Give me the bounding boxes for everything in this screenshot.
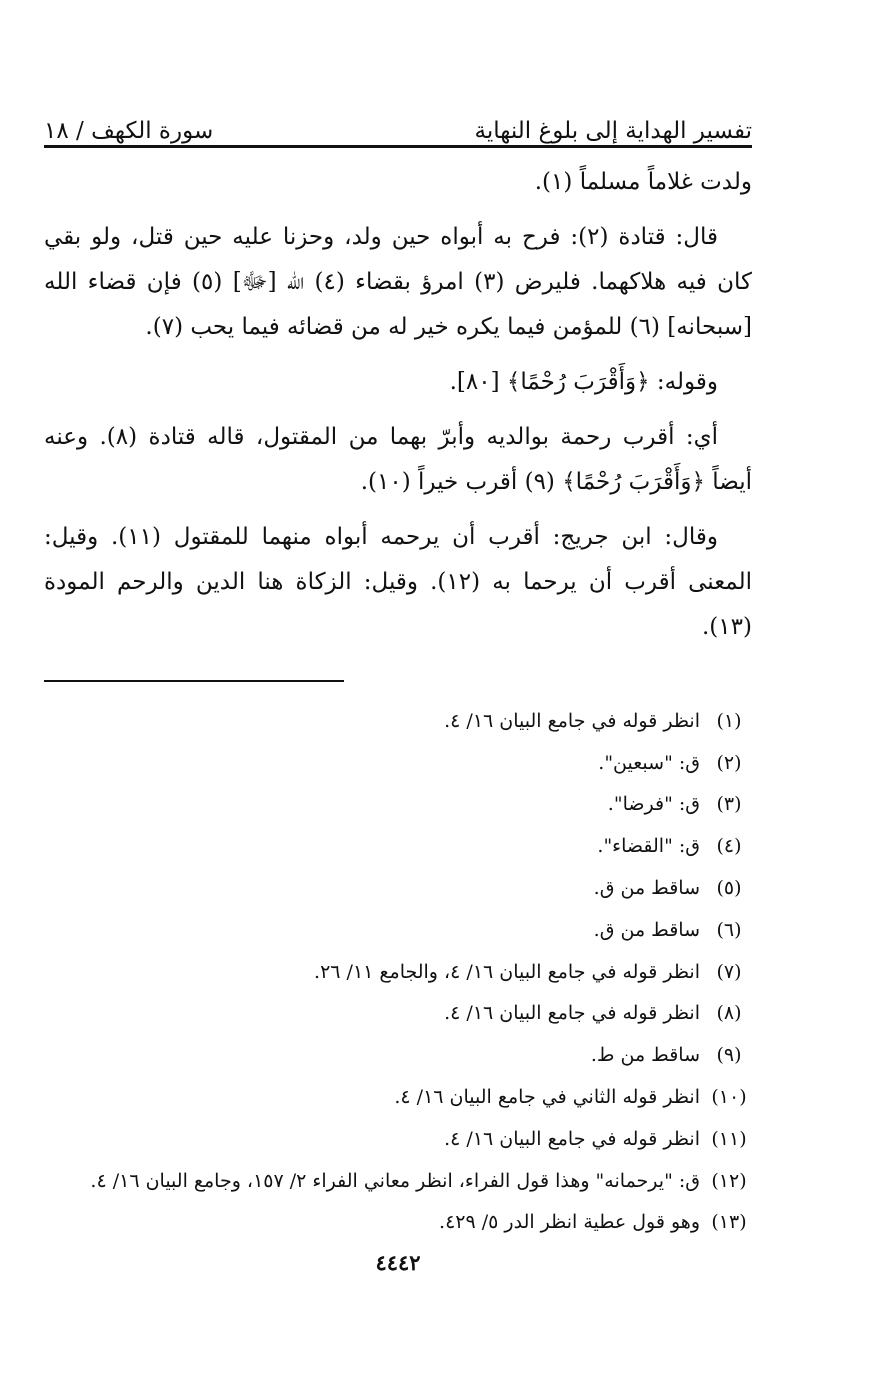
surah-reference: سورة الكهف / ١٨ bbox=[44, 118, 214, 144]
footnote bbox=[44, 784, 752, 826]
footnote bbox=[44, 993, 752, 1035]
footnote-text: انظر قوله في جامع البيان ١٦/ ٤. bbox=[444, 709, 700, 732]
footnote bbox=[44, 1118, 752, 1160]
footnote-text: ساقط من ق. bbox=[593, 877, 700, 900]
paragraph: وقوله: ﴿وَأَقْرَبَ رُحْمًا﴾ [٨٠]. bbox=[449, 369, 718, 395]
main-text bbox=[44, 160, 752, 660]
footnote-text: وهو قول عطية انظر الدر ٥/ ٤٢٩. bbox=[439, 1211, 700, 1234]
footnotes-list bbox=[44, 700, 752, 1243]
footnote-text: ق: "القضاء". bbox=[597, 835, 700, 858]
document-page bbox=[44, 0, 752, 1381]
footnote bbox=[44, 825, 752, 867]
paragraph: وقال: ابن جريج: أقرب أن يرحمه أبواه منهما للمقتول (١١). وقيل: المعنى أقرب أن يرحما به (١٢). وقيل: الزكاة هنا الدين والرحم المودة (١٣). bbox=[44, 524, 752, 640]
paragraph: قال: قتادة (٢): فرح به أبواه حين ولد، وحزنا عليه حين قتل، ولو بقي كان فيه هلاكهما. فليرض (٣) امرؤ بقضاء (٤) الله [ﷻ] (٥) فإن قضاء الله [سبحانه] (٦) للمؤمن فيما يكره خير له من قضائه فيما يحب (٧). bbox=[44, 224, 752, 340]
running-header bbox=[44, 103, 752, 149]
footnote-text: انظر قوله في جامع البيان ١٦/ ٤، والجامع ١١/ ٢٦. bbox=[314, 960, 700, 983]
footnote-number: (١) bbox=[716, 709, 742, 732]
footnote-number: (٥) bbox=[716, 877, 742, 900]
footnote-text: انظر قوله الثاني في جامع البيان ١٦/ ٤. bbox=[394, 1086, 700, 1109]
book-title: تفسير الهداية إلى بلوغ النهاية bbox=[474, 118, 752, 144]
footnote bbox=[44, 742, 752, 784]
footnote bbox=[44, 1076, 752, 1118]
paragraph: أي: أقرب رحمة بوالديه وأبرّ بهما من المقتول، قاله قتادة (٨). وعنه أيضاً ﴿وَأَقْرَبَ رُحْمًا﴾ (٩) أقرب خيراً (١٠). bbox=[44, 424, 752, 495]
footnote-text: ق: "سبعين". bbox=[598, 751, 700, 774]
footnote-number: (٩) bbox=[716, 1044, 742, 1067]
footnote bbox=[44, 700, 752, 742]
header-divider bbox=[44, 145, 752, 148]
footnote-number: (٢) bbox=[716, 751, 742, 774]
footnote bbox=[44, 867, 752, 909]
paragraph: ولدت غلاماً مسلماً (١). bbox=[534, 169, 752, 195]
footnote-text: انظر قوله في جامع البيان ١٦/ ٤. bbox=[444, 1002, 700, 1025]
footnote bbox=[44, 1202, 752, 1244]
footnote-text: ق: "فرضا". bbox=[607, 793, 700, 816]
footnote-divider bbox=[44, 680, 344, 682]
footnote-number: (٣) bbox=[716, 793, 742, 816]
footnote-text: ساقط من ق. bbox=[593, 918, 700, 941]
footnote-number: (١٣) bbox=[711, 1211, 747, 1234]
footnote bbox=[44, 909, 752, 951]
footnote-number: (١٠) bbox=[711, 1086, 747, 1109]
footnote-text: انظر قوله في جامع البيان ١٦/ ٤. bbox=[444, 1127, 700, 1150]
footnote-number: (١١) bbox=[711, 1127, 747, 1150]
page-number: ٤٤٤٢ bbox=[375, 1250, 421, 1275]
footnote bbox=[44, 1160, 752, 1202]
footnote-number: (١٢) bbox=[711, 1169, 747, 1192]
footnote-number: (٧) bbox=[716, 960, 742, 983]
footnote bbox=[44, 1034, 752, 1076]
footnote-number: (٦) bbox=[716, 918, 742, 941]
footnote-number: (٤) bbox=[716, 835, 742, 858]
footnote-number: (٨) bbox=[716, 1002, 742, 1025]
footnote bbox=[44, 951, 752, 993]
footnote-text: ساقط من ط. bbox=[590, 1044, 700, 1067]
footnote-text: ق: "يرحمانه" وهذا قول الفراء، انظر معاني الفراء ٢/ ١٥٧، وجامع البيان ١٦/ ٤. bbox=[90, 1169, 700, 1192]
